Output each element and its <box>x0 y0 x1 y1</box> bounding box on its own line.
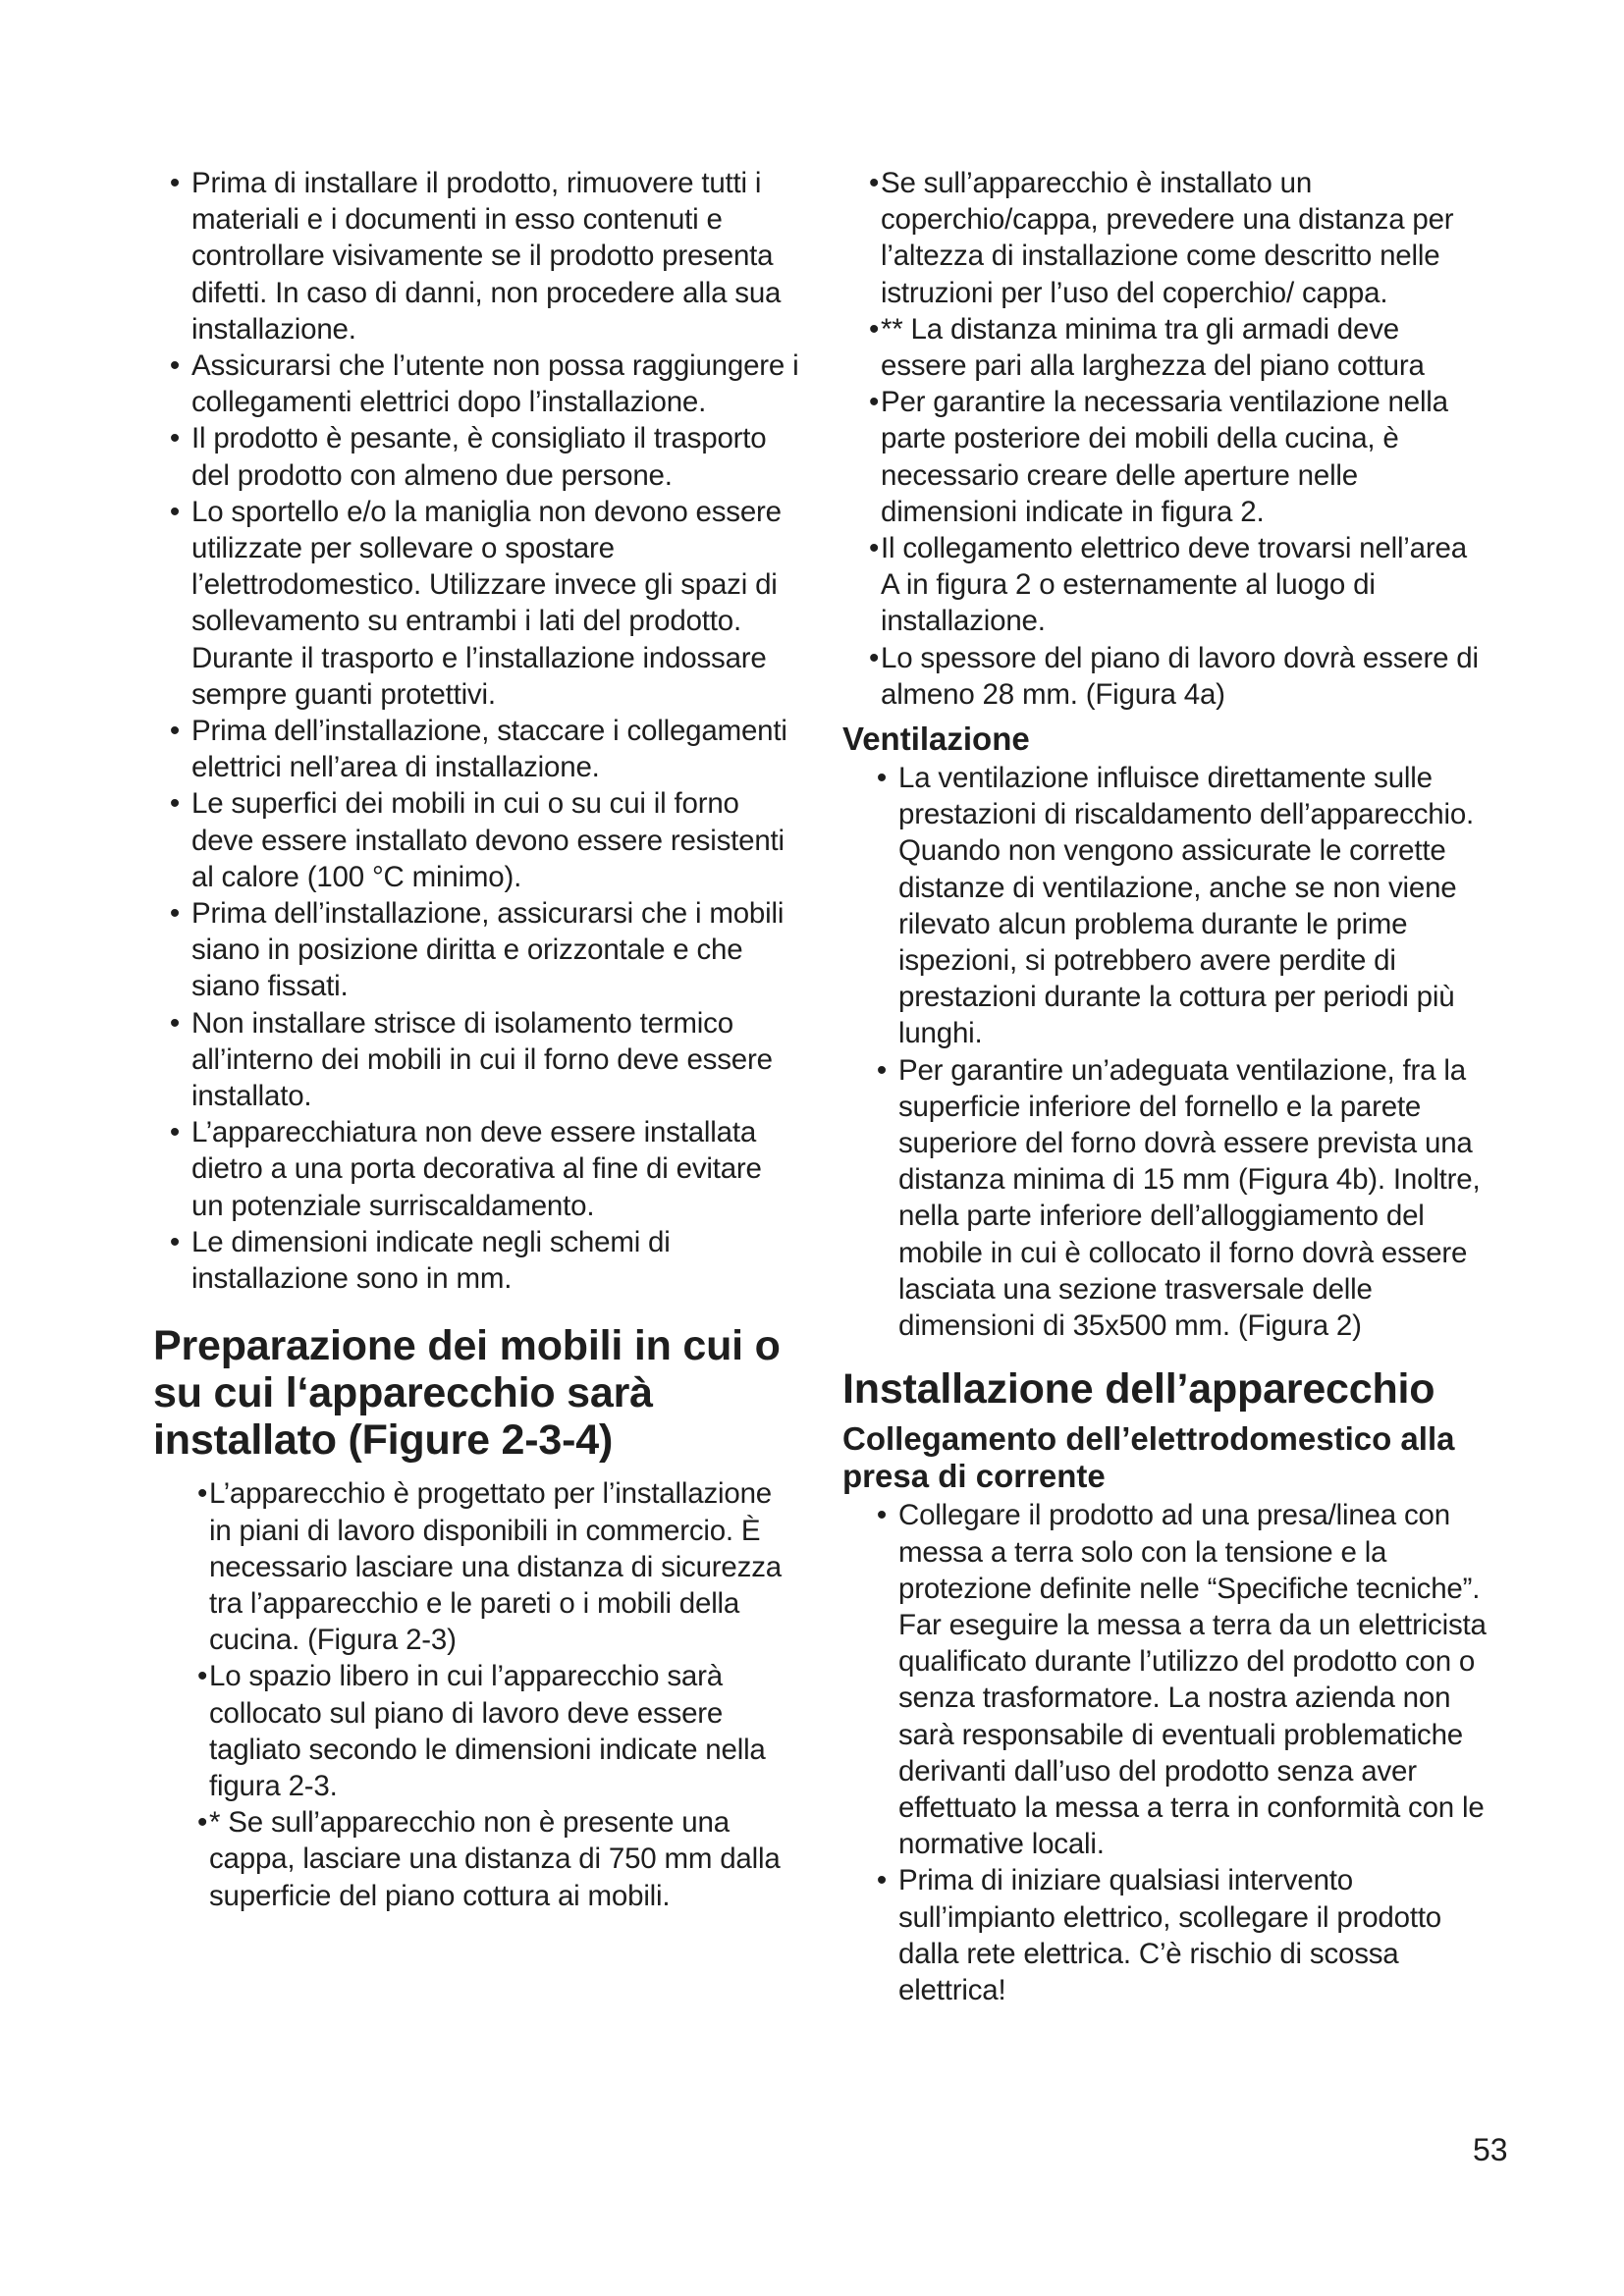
section-heading-preparazione: Preparazione dei mobili in cui o su cui l‘apparecchio sarà installato (Figure 2-3-4) <box>153 1322 781 1465</box>
right-column <box>842 165 1490 2008</box>
list-item: • Collegare il prodotto ad una presa/linea con messa a terra solo con la tensione e la protezione definite nelle “Specifiche tecniche”. Far eseguire la messa a terra da un elettricista qualificato durante l’utilizzo del prodotto con o senza trasformatore. La nostra azienda non sarà responsabile di eventuali problematiche derivanti dall’uso del prodotto senza aver effettuato la messa a terra in conformità con le normative locali. <box>860 1497 1490 1862</box>
list-item: • L’apparecchio è progettato per l’installazione in piani di lavoro disponibili in commercio. È necessario lasciare una distanza di sicurezza tra l’apparecchio e le pareti o i mobili della cucina. (Figura 2-3) <box>171 1475 801 1658</box>
list-item: • Il collegamento elettrico deve trovarsi nell’area A in figura 2 o esternamente al luogo di installazione. <box>842 530 1490 640</box>
list-item: • Le dimensioni indicate negli schemi di installazione sono in mm. <box>153 1224 801 1297</box>
list-item: • Il prodotto è pesante, è consigliato il trasporto del prodotto con almeno due persone. <box>153 420 801 493</box>
list-item: • Lo sportello e/o la maniglia non devono essere utilizzate per sollevare o spostare l’elettrodomestico. Utilizzare invece gli spazi di sollevamento su entrambi i lati del prodotto. Durante il trasporto e l’installazione indossare sempre guanti protettivi. <box>153 494 801 713</box>
collegamento-list <box>842 1497 1490 2008</box>
list-item: • Lo spazio libero in cui l’apparecchio sarà collocato sul piano di lavoro deve essere tagliato secondo le dimensioni indicate nella figura 2-3. <box>171 1658 801 1804</box>
list-item: • Per garantire un’adeguata ventilazione, fra la superficie inferiore del fornello e la parete superiore del forno dovrà essere prevista una distanza minima di 15 mm (Figura 4b). Inoltre, nella parte inferiore dell’alloggiamento del mobile in cui è collocato il forno dovrà essere lasciata una sezione trasversale delle dimensioni di 35x500 mm. (Figura 2) <box>860 1052 1490 1345</box>
list-item: • Assicurarsi che l’utente non possa raggiungere i collegamenti elettrici dopo l’installazione. <box>153 347 801 420</box>
list-item: • La ventilazione influisce direttamente sulle prestazioni di riscaldamento dell’apparecchio. Quando non vengono assicurate le corrette distanze di ventilazione, anche se non viene rilevato alcun problema durante le prime ispezioni, si potrebbero avere perdite di prestazioni durante la cottura per periodi più lunghi. <box>860 760 1490 1052</box>
list-item: • Per garantire la necessaria ventilazione nella parte posteriore dei mobili della cucina, è necessario creare delle aperture nelle dimensioni indicate in figura 2. <box>842 384 1490 530</box>
left-column <box>153 165 801 1914</box>
preparazione-list-continued <box>842 165 1490 713</box>
list-item: • Non installare strisce di isolamento termico all’interno dei mobili in cui il forno deve essere installato. <box>153 1005 801 1115</box>
subheading-ventilazione: Ventilazione <box>842 721 1030 758</box>
preparazione-list <box>153 1475 801 1913</box>
ventilazione-list <box>842 760 1490 1344</box>
list-item: • Le superfici dei mobili in cui o su cui il forno deve essere installato devono essere resistenti al calore (100 °C minimo). <box>153 785 801 895</box>
installation-notes-list <box>153 165 801 1297</box>
subheading-collegamento: Collegamento dell’elettrodomestico alla presa di corrente <box>842 1420 1455 1495</box>
list-item: • * Se sull’apparecchio non è presente una cappa, lasciare una distanza di 750 mm dalla superficie del piano cottura ai mobili. <box>171 1804 801 1914</box>
list-item: • L’apparecchiatura non deve essere installata dietro a una porta decorativa al fine di evitare un potenziale surriscaldamento. <box>153 1114 801 1224</box>
section-heading-installazione: Installazione dell’apparecchio <box>842 1365 1435 1414</box>
page-number: 53 <box>1473 2132 1508 2167</box>
list-item: • Prima dell’installazione, assicurarsi che i mobili siano in posizione diritta e orizzontale e che siano fissati. <box>153 895 801 1005</box>
list-item: • Se sull’apparecchio è installato un coperchio/cappa, prevedere una distanza per l’altezza di installazione come descritto nelle istruzioni per l’uso del coperchio/ cappa. <box>842 165 1490 311</box>
list-item: • Prima di iniziare qualsiasi intervento sull’impianto elettrico, scollegare il prodotto dalla rete elettrica. C’è rischio di scossa elettrica! <box>860 1862 1490 2008</box>
list-item: • Prima dell’installazione, staccare i collegamenti elettrici nell’area di installazione. <box>153 713 801 785</box>
list-item: • ** La distanza minima tra gli armadi deve essere pari alla larghezza del piano cottura <box>842 311 1490 384</box>
list-item: • Prima di installare il prodotto, rimuovere tutti i materiali e i documenti in esso contenuti e controllare visivamente se il prodotto presenta difetti. In caso di danni, non procedere alla sua installazione. <box>153 165 801 347</box>
list-item: • Lo spessore del piano di lavoro dovrà essere di almeno 28 mm. (Figura 4a) <box>842 640 1490 713</box>
